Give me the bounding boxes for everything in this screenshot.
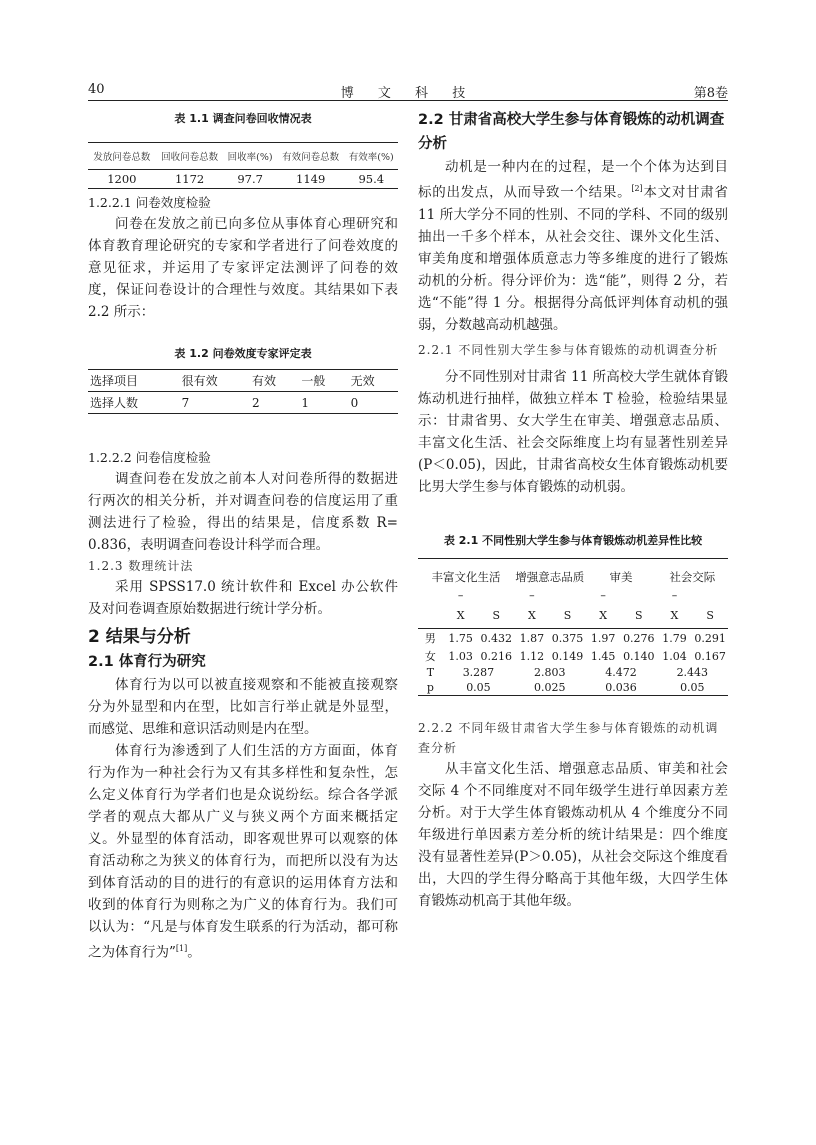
table3-cell: 1.79	[662, 631, 687, 645]
table1-header-cell: 有效率(%)	[348, 152, 394, 163]
table3-row-male	[418, 629, 728, 648]
table1-header-row	[88, 143, 398, 170]
table1-row	[88, 170, 398, 189]
table3-cell: 0.375	[551, 631, 584, 645]
table3-caption: 表 2.1 不同性别大学生参与体育锻炼动机差异性比较	[443, 533, 703, 547]
table3-cell: 0.025	[533, 681, 566, 694]
table2	[88, 369, 398, 414]
citation-1: [1]	[175, 944, 188, 953]
page-header	[88, 82, 728, 100]
section-1222-paragraph: 调查问卷在发放之前本人对问卷所得的数据进行两次的相关分析，并对调查问卷的信度运用了重测法进行了检验，得出的结果是，信度系数 R= 0.836，表明调查问卷设计科学而合理。	[88, 471, 398, 553]
section-222-title: 2.2.2 不同年级甘肃省大学生参与体育锻炼的动机调查分析	[418, 721, 719, 755]
table3-sub-cell: X	[670, 608, 679, 622]
table2-header-cell: 很有效	[181, 374, 218, 388]
section-1221-title: 1.2.2.1 问卷效度检验	[88, 195, 211, 210]
table3-cell: 0.216	[480, 649, 512, 663]
table1-cell: 95.4	[358, 172, 385, 186]
table3-row-t	[418, 665, 728, 680]
table3-cell: 女	[424, 650, 436, 663]
table3-sub-cell: S	[706, 608, 714, 622]
table3-cell: 男	[424, 632, 436, 645]
table2-header-cell: 无效	[350, 374, 375, 388]
table1-header-cell: 发放问卷总数	[93, 152, 151, 163]
table3-cell: 0.276	[623, 631, 655, 645]
table3-cell: 1.75	[448, 631, 473, 645]
section-1221-paragraph: 问卷在发放之前已向多位从事体育心理研究和体育教育理论研究的专家和学者进行了问卷效度的意见征求，并运用了专家评定法测评了问卷的效度，保证问卷设计的合理性与效度。其结果如下表 2.2 所示：	[88, 216, 398, 320]
table3-sub-cell: S	[635, 608, 643, 622]
section-21-title: 2.1 体育行为研究	[88, 654, 206, 670]
table3-cell: 0.05	[466, 681, 491, 694]
table1-cell: 1172	[174, 172, 205, 186]
table3-sub-cell: X	[527, 608, 536, 622]
table2-cell: 0	[350, 395, 359, 410]
table3-cell: 0.291	[694, 631, 726, 645]
table1	[88, 142, 398, 189]
table3-cell: 3.287	[462, 666, 495, 679]
section-123-paragraph: 采用 SPSS17.0 统计软件和 Excel 办公软件及对问卷调查原始数据进行统计学分析。	[88, 579, 398, 617]
table3-row-p	[418, 680, 728, 696]
table3-cell: 2.443	[676, 666, 709, 679]
table1-cell: 1149	[296, 172, 326, 186]
table3-mean-bar: –	[671, 588, 678, 602]
table3-group-cell: 审美	[609, 569, 633, 584]
section-21-paragraph-2-end: 。	[187, 944, 201, 961]
table2-row	[88, 392, 398, 414]
table3-sub-cell: X	[456, 608, 465, 622]
table3-cell: T	[426, 666, 435, 679]
section-22-paragraph-a: 动机是一种内在的过程，是一个个体为达到目标的出发点，从而导致一个结果。	[418, 159, 728, 201]
table3-cell: 1.12	[519, 649, 545, 663]
table2-caption: 表 1.2 问卷效度专家评定表	[174, 347, 312, 360]
table2-header-cell: 一般	[301, 374, 326, 388]
table3-cell: 1.97	[590, 631, 616, 645]
table3-cell: 0.149	[551, 649, 584, 663]
section-222-paragraph: 从丰富文化生活、增强意志品质、审美和社会交际 4 个不同维度对不同年级学生进行单因素方差分析。对于大学生体育锻炼动机从 4 个维度分不同年级进行单因素方差分析的统计结果是：四个维度没有显著性差异(P＞0.05)，从社会交际这个维度看出，大四的学生得分略高于其他年级，大四学生体育锻炼动机高于其他年级。	[418, 761, 728, 909]
table2-cell: 选择人数	[90, 396, 139, 410]
page-number: 40	[88, 82, 105, 97]
table3-sub-cell: X	[599, 608, 608, 622]
table3-cell: 1.45	[590, 649, 616, 663]
table1-cell: 97.7	[237, 172, 263, 186]
table3-sub-cell: S	[492, 608, 501, 622]
table3-group-cell: 社会交际	[669, 569, 716, 584]
section-22-paragraph	[418, 156, 728, 336]
table2-cell: 7	[181, 395, 190, 410]
table3-row-female	[418, 647, 728, 665]
section-1222-title: 1.2.2.2 问卷信度检验	[88, 450, 211, 465]
table3-cell: 4.472	[605, 666, 637, 679]
section-21-paragraph-1: 体育行为以可以被直接观察和不能被直接观察分为外显型和内在型，比如言行举止就是外显型，而感觉、思维和意识活动则是内在型。	[88, 677, 398, 737]
citation-2: [2]	[631, 184, 643, 193]
table3-sub-cell: S	[563, 608, 572, 622]
table1-cell: 1200	[107, 172, 137, 186]
table1-header-cell: 有效问卷总数	[282, 152, 340, 163]
table3-mean-bar: –	[600, 588, 606, 602]
table3-cell: 1.87	[519, 631, 545, 645]
section-22-paragraph-b: 本文对甘肃省 11 所大学分不同的性别、不同的学科、不同的级别抽出一千多个样本，从社会交往、课外文化生活、审美角度和增强体质意志力等多维度的进行了锻炼动机的分析。得分评价为：选“能”，则得 2 分，若选“不能”得 1 分。根据得分高低评判体育动机的强弱，分数越高动机越强。	[418, 184, 729, 333]
table3-mean-bar: –	[529, 588, 535, 602]
table3-cell: 1.03	[448, 649, 473, 663]
table3-group-row	[418, 558, 728, 588]
table3-cell: p	[426, 681, 434, 694]
journal-title: 博 文 科 技	[340, 86, 476, 101]
table2-cell: 1	[301, 395, 309, 410]
table3-sub-row	[418, 603, 728, 629]
table3-cell: 0.432	[480, 631, 512, 645]
table2-header-row	[88, 370, 398, 392]
volume-label: 第8卷	[693, 86, 728, 101]
table3-cell: 1.04	[662, 649, 687, 663]
right-column	[418, 108, 728, 912]
left-column	[88, 108, 398, 964]
table3-cell: 0.167	[694, 649, 726, 663]
section-21-paragraph-2-text: 体育行为渗透到了人们生活的方方面面，体育行为作为一种社会行为又有其多样性和复杂性，怎么定义体育行为学者们也是众说纷纭。综合各学派学者的观点大都从广义与狭义两个方面来概括定义。外显型的体育活动，即客观世界可以观察的体育活动称之为狭义的体育行为，而把所以没有为达到体育活动的目的进行的有意识的运用体育方法和收到的体育行为则称之为广义的体育行为。我们可以认为：“凡是与体育发生联系的行为活动，都可称之为体育行为”	[88, 743, 398, 961]
table3-cell: 0.036	[605, 681, 637, 694]
table3-bar-row	[418, 588, 728, 603]
table3-cell: 0.05	[680, 681, 705, 694]
table2-header-cell: 选择项目	[90, 374, 139, 388]
section-21-paragraph-2	[88, 740, 398, 964]
table3-mean-bar: –	[457, 588, 464, 602]
table3-group-cell: 增强意志品质	[515, 569, 585, 584]
section-221-paragraph: 分不同性别对甘肃省 11 所高校大学生就体育锻炼动机进行抽样，做独立样本 T 检验，检验结果显示：甘肃省男、女大学生在审美、增强意志品质、丰富文化生活、社会交际维度上均有显著性别差异(P＜0.05)，因此，甘肃省高校女生体育锻炼动机要比男大学生参与体育锻炼的动机弱。	[418, 368, 728, 495]
section-22-title: 2.2 甘肃省高校大学生参与体育锻炼的动机调查分析	[418, 112, 725, 152]
table1-header-cell: 回收率(%)	[227, 152, 273, 163]
section-123-title: 1.2.3 数理统计法	[88, 559, 194, 573]
table2-cell: 2	[252, 395, 260, 410]
table3-cell: 0.140	[623, 649, 655, 663]
table3	[418, 558, 728, 697]
header-rule	[88, 100, 728, 101]
section-221-title: 2.2.1 不同性别大学生参与体育锻炼的动机调查分析	[418, 342, 719, 357]
table2-header-cell: 有效	[252, 374, 277, 388]
table3-cell: 2.803	[533, 666, 566, 679]
section-2-title: 2 结果与分析	[88, 627, 191, 647]
table3-group-cell: 丰富文化生活	[431, 569, 501, 584]
table1-header-cell: 回收问卷总数	[161, 152, 219, 163]
table1-caption: 表 1.1 调查问卷回收情况表	[174, 112, 312, 125]
